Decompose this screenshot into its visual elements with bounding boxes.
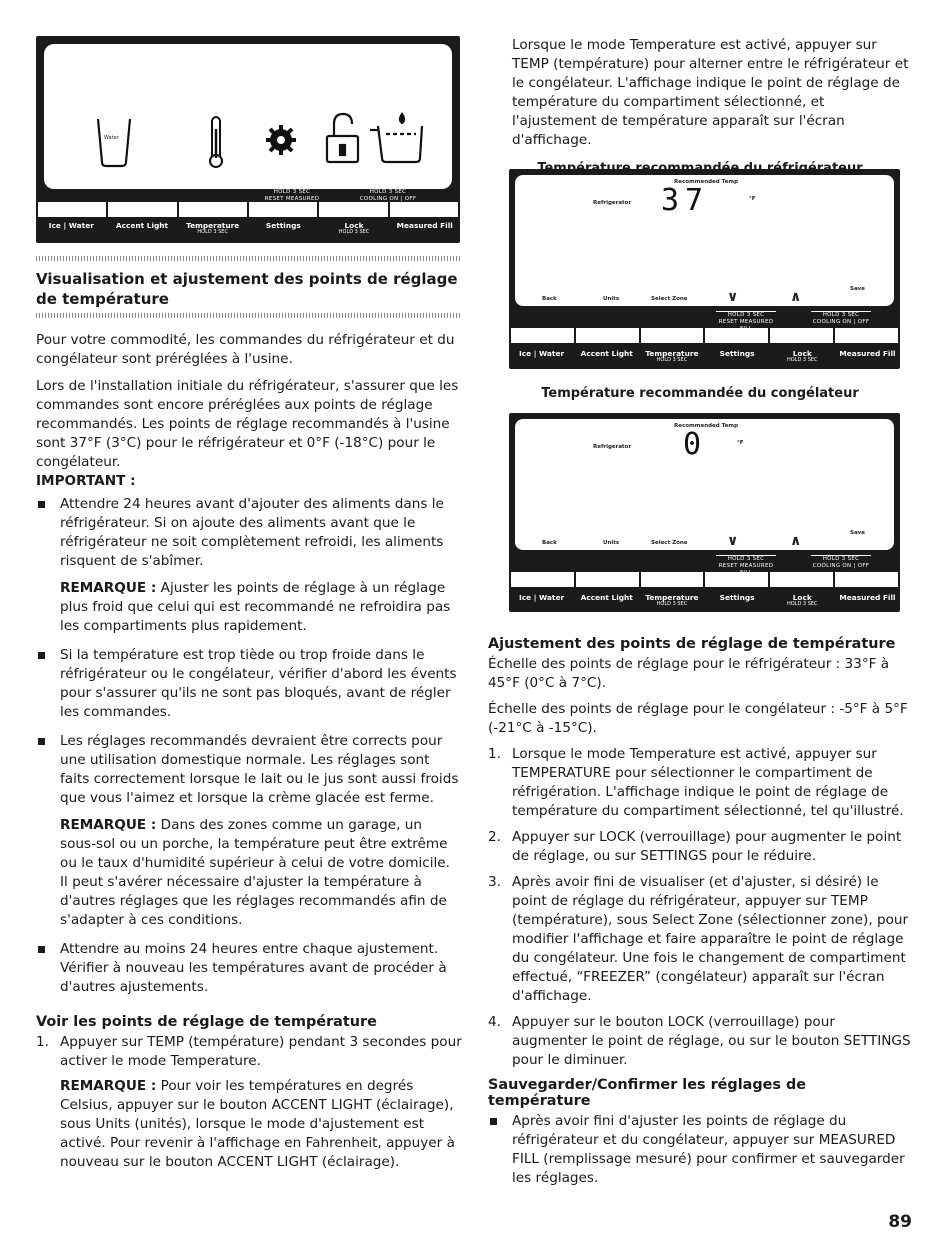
label-ice-water: Ice | Water [48,221,94,230]
recommended-temp-label: Recommended Temp [674,179,739,185]
freezer-label-ice-water: Ice | Water [519,593,565,602]
fridge-accent-light-key[interactable] [576,328,641,343]
freezer-label-lock: Lock HOLD 3 SEC [787,593,818,607]
bullet-vents: Si la température est trop tiède ou trop froide dans le réfrigérateur ou le congélateur, vérifier d'abord les évents pour s'assurer qu'ils ne sont pas bloqués, avant de régler les commandes. [36,646,462,722]
heading-view-setpoints: Voir les points de réglage de température [36,1014,377,1030]
freezer-temp-digit: 0 [683,427,702,462]
label-lock: Lock HOLD 3 SEC [338,221,370,235]
bullet-between-adjustments: Attendre au moins 24 heures entre chaque ajustement. Vérifier à nouveau les températures avant de procéder à d'autres ajustements. [36,940,462,997]
heading-rule-top [36,256,462,261]
fridge-scale: Échelle des points de réglage pour le réfrigérateur : 33°F à 45°F (0°C à 7°C). [488,656,890,691]
adjust-step-2: 2. Appuyer sur LOCK (verrouillage) pour augmenter le point de réglage, ou sur SETTINGS pour le réduire. [488,829,902,864]
label-accent-light: Accent Light [115,221,169,230]
fridge-label-measured-fill: Measured Fill [839,349,896,358]
right-column-top [488,36,912,178]
freezer-chevron-up-icon: ∧ [790,533,802,549]
install-paragraph: Lors de l'installation initiale du réfrigérateur, s'assurer que les commandes sont encore préréglées aux points de réglage recommandés. Les points de réglage recommandés à l'usine sont 37°F (3°C) pour le réfrigérateur et 0°F (-18°C) pour le congélateur. [36,378,459,470]
bullet-wait-24h: Attendre 24 heures avant d'ajouter des aliments dans le réfrigérateur. Si on ajoute des aliments avant que le réfrigérateur ne soit complètement refroidi, les aliments risquent de s'abîmer. [36,495,462,571]
fridge-measured-fill-key[interactable] [835,328,898,343]
freezer-hold-reset: HOLD 3 SEC RESET MEASURED [716,555,776,577]
freezer-units-label: Units [603,540,620,546]
back-label: Back [542,296,557,302]
water-cup-icon [98,119,130,166]
note-colder: REMARQUE : Ajuster les points de réglage à un réglage plus froid que celui qui est recommandé ne refroidira pas les compartiments plus rapidement. [60,580,451,634]
chevron-up-icon: ∧ [790,289,802,305]
left-column [36,256,462,1172]
freezer-recommended-label: Recommended Temp [674,423,739,429]
fridge-settings-key[interactable] [705,328,770,343]
freezer-unit: °F [737,440,744,446]
adjust-step-3: 3. Après avoir fini de visualiser (et d'ajuster, si désiré) le point de réglage du réfrigérateur, appuyer sur TEMP (température), sous Select Zone (sélectionner zone), pour modifier l'affichage et faire apparaître le point de réglage du congélateur. Une fois le changement de compartiment effectué, “FREEZER” (congélateur) apparaît sur l'écran d'affichage. [488,874,909,1004]
lock-icon [327,114,358,162]
hold-left-sub: RESET MEASURED [264,196,320,202]
note-celsius: REMARQUE : Pour voir les températures en degrés Celsius, appuyer sur le bouton ACCENT LIGHT (éclairage), sous Units (unités), lorsque le mode d'ajustement est activé. Pour revenir à l'affichage en Fahrenheit, appuyer à nouveau sur le bouton ACCENT LIGHT (éclairage). [60,1078,455,1170]
freezer-ice-water-key[interactable] [511,572,576,587]
fridge-panel-keys [511,328,898,343]
thermometer-icon [210,117,222,167]
fridge-label-accent-light: Accent Light [580,349,633,358]
freezer-scale: Échelle des points de réglage pour le congélateur : -5°F à 5°F (-21°C à -15°C). [488,701,908,736]
fridge-temp-digits: 37 [661,183,710,218]
settings-key[interactable] [249,202,319,217]
freezer-measured-fill-key[interactable] [835,572,898,587]
save-label: Save [850,286,865,292]
hold-right-text: HOLD 3 SEC [369,189,407,195]
heading-rule-bottom [36,313,462,318]
freezer-save-label: Save [850,530,865,536]
heading-adjust-setpoints: Ajustement des points de réglage de température [488,636,896,652]
panel-icons [44,44,452,189]
page-number: 89 [888,1212,912,1232]
note-garage: REMARQUE : Dans des zones comme un garage, un sous-sol ou un porche, la température peut être extrême ou le taux d'humidité supérieur à celui de votre domicile. Il peut s'avérer nécessaire d'ajuster la température à d'autres réglages que les réglages recommandés afin de s'adapter à ces conditions. [60,817,450,928]
control-panel-icons [36,36,460,243]
fridge-screen [515,175,894,306]
panel-screen [44,44,452,189]
measured-fill-key[interactable] [390,202,458,217]
select-zone-label: Select Zone [651,296,688,302]
caption-freezer: Température recommandée du congélateur [541,386,859,401]
intro-paragraph: Pour votre commodité, les commandes du réfrigérateur et du congélateur sont préréglées à l'usine. [36,332,455,367]
freezer-temperature-key[interactable] [641,572,706,587]
label-settings: Settings [265,221,301,230]
freezer-chevron-down-icon: ∨ [727,533,739,549]
fridge-label-lock: Lock HOLD 3 SEC [787,349,818,363]
step-view-1: 1. Appuyer sur TEMP (température) pendant 3 secondes pour activer le mode Temperature. [36,1034,462,1069]
freezer-back-label: Back [542,540,557,546]
freezer-label-settings: Settings [719,593,755,602]
fridge-hold-reset: HOLD 3 SEC RESET MEASURED [716,311,776,333]
ice-water-key[interactable] [38,202,108,217]
fridge-hold-cooling: HOLD 3 SEC COOLING ON | OFF [812,312,870,325]
accent-light-key[interactable] [108,202,178,217]
fridge-unit: °F [749,196,756,202]
lock-key[interactable] [319,202,389,217]
water-label: Water [104,135,119,141]
chevron-down-icon: ∨ [727,289,739,305]
bullet-save: Après avoir fini d'ajuster les points de réglage du réfrigérateur et du congélateur, appuyer sur MEASURED FILL (remplissage mesuré) pour confirmer et sauvegarder les réglages. [488,1112,912,1188]
fridge-temperature-key[interactable] [641,328,706,343]
important-label: IMPORTANT : [36,473,136,489]
adjust-step-1: 1. Lorsque le mode Temperature est activé, appuyer sur TEMPERATURE pour sélectionner le compartiment de réfrigération. L'affichage indique le point de réglage de température du compartiment sélectionné, tel qu'illustré. [488,746,904,819]
heading-save-settings: Sauvegarder/Confirmer les réglages de température [488,1077,807,1109]
freezer-label-measured-fill: Measured Fill [839,593,896,602]
fridge-ice-water-key[interactable] [511,328,576,343]
freezer-screen [515,419,894,550]
fridge-display-panel [509,169,900,369]
toggle-paragraph: Lorsque le mode Temperature est activé, appuyer sur TEMP (température) pour alterner entre le réfrigérateur et le congélateur. L'affichage indique le point de réglage de température du compartiment sélectionné, et l'ajustement de température apparaît sur l'écran d'affichage. [512,37,909,148]
fridge-label-ice-water: Ice | Water [519,349,565,358]
freezer-accent-light-key[interactable] [576,572,641,587]
bullet-recommended: Les réglages recommandés devraient être corrects pour une utilisation domestique normale. Les réglages sont faits correctement lorsque le lait ou le jus sont aussi froids que vous l'aimez et lorsque la crème glacée est ferme. [36,732,462,808]
right-column-bottom [488,636,912,1188]
adjust-step-4: 4. Appuyer sur le bouton LOCK (verrouillage) pour augmenter le point de réglage, ou sur le bouton SETTINGS pour le diminuer. [488,1014,911,1068]
fridge-label-temperature: Temperature HOLD 3 SEC [645,349,699,363]
section-heading: Visualisation et ajustement des points de réglage de température [36,270,458,308]
temperature-key[interactable] [179,202,249,217]
label-measured-fill: Measured Fill [396,221,453,230]
units-label: Units [603,296,620,302]
freezer-display-panel [509,413,900,612]
freezer-settings-key[interactable] [705,572,770,587]
freezer-select-zone-label: Select Zone [651,540,688,546]
panel-keys [38,202,458,217]
fridge-label-settings: Settings [719,349,755,358]
fridge-lock-key[interactable] [770,328,835,343]
freezer-lock-key[interactable] [770,572,835,587]
refrigerator-label: Refrigerator [593,200,632,206]
hold-right-sub: COOLING ON | OFF [359,196,417,202]
freezer-label-temperature: Temperature HOLD 3 SEC [645,593,699,607]
label-temperature: Temperature HOLD 3 SEC [186,221,240,235]
hold-left-text: HOLD 3 SEC [273,189,311,195]
measured-fill-icon [370,114,422,162]
freezer-panel-keys [511,572,898,587]
freezer-label-accent-light: Accent Light [580,593,633,602]
hold-cooling-label [358,188,418,203]
freezer-refrigerator-label: Refrigerator [593,444,632,450]
freezer-hold-cooling: HOLD 3 SEC COOLING ON | OFF [812,556,870,569]
gear-icon [266,125,296,155]
